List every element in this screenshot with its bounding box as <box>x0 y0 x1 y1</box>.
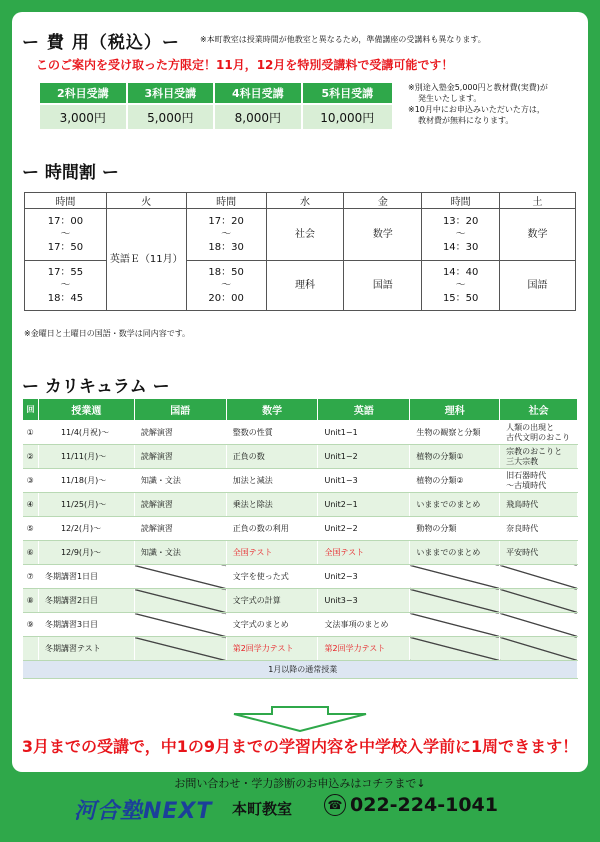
fee-price: 3,000円 <box>39 104 127 130</box>
cur-cell-soc: 宗教のおこりと 三大宗教 <box>500 445 578 469</box>
table-row <box>23 517 578 541</box>
table-row <box>23 421 578 445</box>
cur-cell-math: 乗法と除法 <box>226 493 318 517</box>
fee-table <box>38 81 394 131</box>
tt-header: 時間 <box>422 193 500 209</box>
cur-cell-soc <box>500 565 578 589</box>
cur-cell-eng: Unit2−3 <box>318 565 410 589</box>
cur-cell-math: 文字式の計算 <box>226 589 318 613</box>
table-row <box>23 613 578 637</box>
cur-cell-sci <box>410 637 500 661</box>
cur-cell-eng: Unit1−1 <box>318 421 410 445</box>
fees-title: ー 費 用（税込）ー <box>22 33 180 53</box>
cur-cell-jp: 読解演習 <box>134 517 226 541</box>
table-row <box>23 445 578 469</box>
fee-side-note: ※別途入塾金5,000円と教材費(実費)が <box>408 83 548 92</box>
cur-cell-soc <box>500 637 578 661</box>
cur-cell-soc: 平安時代 <box>500 541 578 565</box>
cur-cell-n <box>23 637 39 661</box>
cur-cell-math: 正負の数 <box>226 445 318 469</box>
cur-cell-jp <box>134 589 226 613</box>
cur-cell-soc: 旧石器時代 〜古墳時代 <box>500 469 578 493</box>
curriculum-footer: 1月以降の通常授業 <box>23 661 578 679</box>
tt-saturday: 国語 <box>500 261 576 311</box>
tt-header: 土 <box>500 193 576 209</box>
tt-time: 18：50 〜 20：00 <box>186 261 266 311</box>
fee-side-notes <box>408 82 588 126</box>
fee-side-note: ※10月中にお申込みいただいた方は， <box>408 105 545 114</box>
contact-lead: お問い合わせ・学力診断のお申込みはコチラまで↓ <box>174 777 426 790</box>
cur-cell-eng: Unit1−3 <box>318 469 410 493</box>
cur-cell-soc <box>500 589 578 613</box>
cur-cell-n: ⑥ <box>23 541 39 565</box>
cur-cell-eng: 第2回学力テスト <box>318 637 410 661</box>
cur-cell-sci: 植物の分類① <box>410 445 500 469</box>
special-offer: このご案内を受け取った方限定！11月，12月を特別受講料で受講可能です！ <box>36 58 454 72</box>
cur-header: 回 <box>23 399 39 421</box>
cur-cell-math: 文字式のまとめ <box>226 613 318 637</box>
cur-cell-soc <box>500 613 578 637</box>
cur-cell-n: ④ <box>23 493 39 517</box>
curriculum-table <box>22 398 578 679</box>
fee-header: 4科目受講 <box>214 82 302 104</box>
table-row <box>23 493 578 517</box>
tt-header: 金 <box>344 193 422 209</box>
brand-logo: 河合塾NEXT <box>74 799 213 824</box>
cur-cell-week: 11/11(月)〜 <box>38 445 134 469</box>
down-arrow-icon <box>232 706 368 732</box>
cur-cell-week: 冬期講習テスト <box>38 637 134 661</box>
timetable-note: ※金曜日と土曜日の国語・数学は同内容です。 <box>24 329 191 338</box>
tt-wednesday: 理科 <box>266 261 344 311</box>
fee-header: 5科目受講 <box>302 82 393 104</box>
main-message: 3月までの受講で，中1の9月までの学習内容を中学校入学前に1周できます！ <box>21 737 579 756</box>
cur-cell-soc: 人類の出現と 古代文明のおこり <box>500 421 578 445</box>
tt-time: 17：00 〜 17：50 <box>25 209 107 261</box>
fee-side-note: 発生いたします。 <box>418 94 482 103</box>
cur-cell-eng: Unit2−1 <box>318 493 410 517</box>
cur-cell-week: 12/9(月)〜 <box>38 541 134 565</box>
cur-cell-jp <box>134 637 226 661</box>
fee-price: 8,000円 <box>214 104 302 130</box>
cur-cell-n: ⑦ <box>23 565 39 589</box>
cur-cell-sci: いままでのまとめ <box>410 493 500 517</box>
cur-cell-eng: Unit2−2 <box>318 517 410 541</box>
fee-price: 5,000円 <box>127 104 215 130</box>
tt-tuesday: 英語Ｅ（11月） <box>106 209 186 311</box>
cur-cell-jp: 読解演習 <box>134 493 226 517</box>
timetable <box>24 192 576 311</box>
tt-header: 水 <box>266 193 344 209</box>
cur-cell-math: 第2回学力テスト <box>226 637 318 661</box>
cur-header: 英語 <box>318 399 410 421</box>
cur-cell-soc: 飛鳥時代 <box>500 493 578 517</box>
cur-cell-math: 整数の性質 <box>226 421 318 445</box>
table-row <box>23 589 578 613</box>
fee-header: 3科目受講 <box>127 82 215 104</box>
cur-cell-sci: 生物の観察と分類 <box>410 421 500 445</box>
cur-cell-eng: Unit3−3 <box>318 589 410 613</box>
fee-side-note: 教材費が無料になります。 <box>418 116 514 125</box>
table-row <box>23 565 578 589</box>
cur-cell-sci <box>410 589 500 613</box>
cur-header: 社会 <box>500 399 578 421</box>
fees-note: ※本町教室は授業時間が他教室と異なるため，準備講座の受講料も異なります。 <box>200 35 486 44</box>
cur-cell-math: 文字を使った式 <box>226 565 318 589</box>
tt-time: 17：20 〜 18：30 <box>186 209 266 261</box>
cur-header: 授業週 <box>38 399 134 421</box>
tt-saturday: 数学 <box>500 209 576 261</box>
cur-cell-sci <box>410 565 500 589</box>
curriculum-title: ー カリキュラム ー <box>22 377 170 397</box>
cur-cell-week: 冬期講習2日目 <box>38 589 134 613</box>
cur-cell-sci: 植物の分類② <box>410 469 500 493</box>
cur-cell-week: 冬期講習3日目 <box>38 613 134 637</box>
cur-cell-n: ② <box>23 445 39 469</box>
cur-cell-week: 12/2(月)〜 <box>38 517 134 541</box>
tt-time: 14：40 〜 15：50 <box>422 261 500 311</box>
fee-price: 10,000円 <box>302 104 393 130</box>
cur-header: 理科 <box>410 399 500 421</box>
cur-cell-jp: 読解演習 <box>134 421 226 445</box>
cur-cell-n: ① <box>23 421 39 445</box>
phone-text: 022-224-1041 <box>350 794 498 816</box>
table-row <box>23 541 578 565</box>
cur-cell-n: ③ <box>23 469 39 493</box>
tt-header: 時間 <box>186 193 266 209</box>
cur-cell-sci: 動物の分類 <box>410 517 500 541</box>
table-row <box>23 469 578 493</box>
cur-cell-math: 正負の数の利用 <box>226 517 318 541</box>
cur-cell-eng: Unit1−2 <box>318 445 410 469</box>
cur-cell-week: 冬期講習1日目 <box>38 565 134 589</box>
branch-name: 本町教室 <box>232 800 293 818</box>
tt-time: 13：20 〜 14：30 <box>422 209 500 261</box>
cur-cell-jp: 読解演習 <box>134 445 226 469</box>
phone-number[interactable] <box>324 794 498 816</box>
cur-cell-sci <box>410 613 500 637</box>
tt-header: 火 <box>106 193 186 209</box>
cur-header: 数学 <box>226 399 318 421</box>
cur-cell-math: 全国テスト <box>226 541 318 565</box>
tt-wednesday: 社会 <box>266 209 344 261</box>
cur-cell-n: ⑧ <box>23 589 39 613</box>
phone-icon: ☎ <box>324 794 346 816</box>
cur-cell-n: ⑨ <box>23 613 39 637</box>
cur-header: 国語 <box>134 399 226 421</box>
cur-cell-eng: 全国テスト <box>318 541 410 565</box>
cur-cell-week: 11/4(月祝)〜 <box>38 421 134 445</box>
tt-friday: 国語 <box>344 261 422 311</box>
cur-cell-week: 11/18(月)〜 <box>38 469 134 493</box>
cur-cell-eng: 文法事項のまとめ <box>318 613 410 637</box>
cur-cell-soc: 奈良時代 <box>500 517 578 541</box>
fee-header: 2科目受講 <box>39 82 127 104</box>
cur-cell-jp <box>134 565 226 589</box>
tt-time: 17：55 〜 18：45 <box>25 261 107 311</box>
tt-header: 時間 <box>25 193 107 209</box>
cur-cell-jp: 知識・文法 <box>134 541 226 565</box>
cur-cell-n: ⑤ <box>23 517 39 541</box>
cur-cell-sci: いままでのまとめ <box>410 541 500 565</box>
cur-cell-jp: 知識・文法 <box>134 469 226 493</box>
cur-cell-jp <box>134 613 226 637</box>
cur-cell-week: 11/25(月)〜 <box>38 493 134 517</box>
table-row <box>23 637 578 661</box>
timetable-title: ー 時間割 ー <box>22 163 119 183</box>
tt-friday: 数学 <box>344 209 422 261</box>
cur-cell-math: 加法と減法 <box>226 469 318 493</box>
